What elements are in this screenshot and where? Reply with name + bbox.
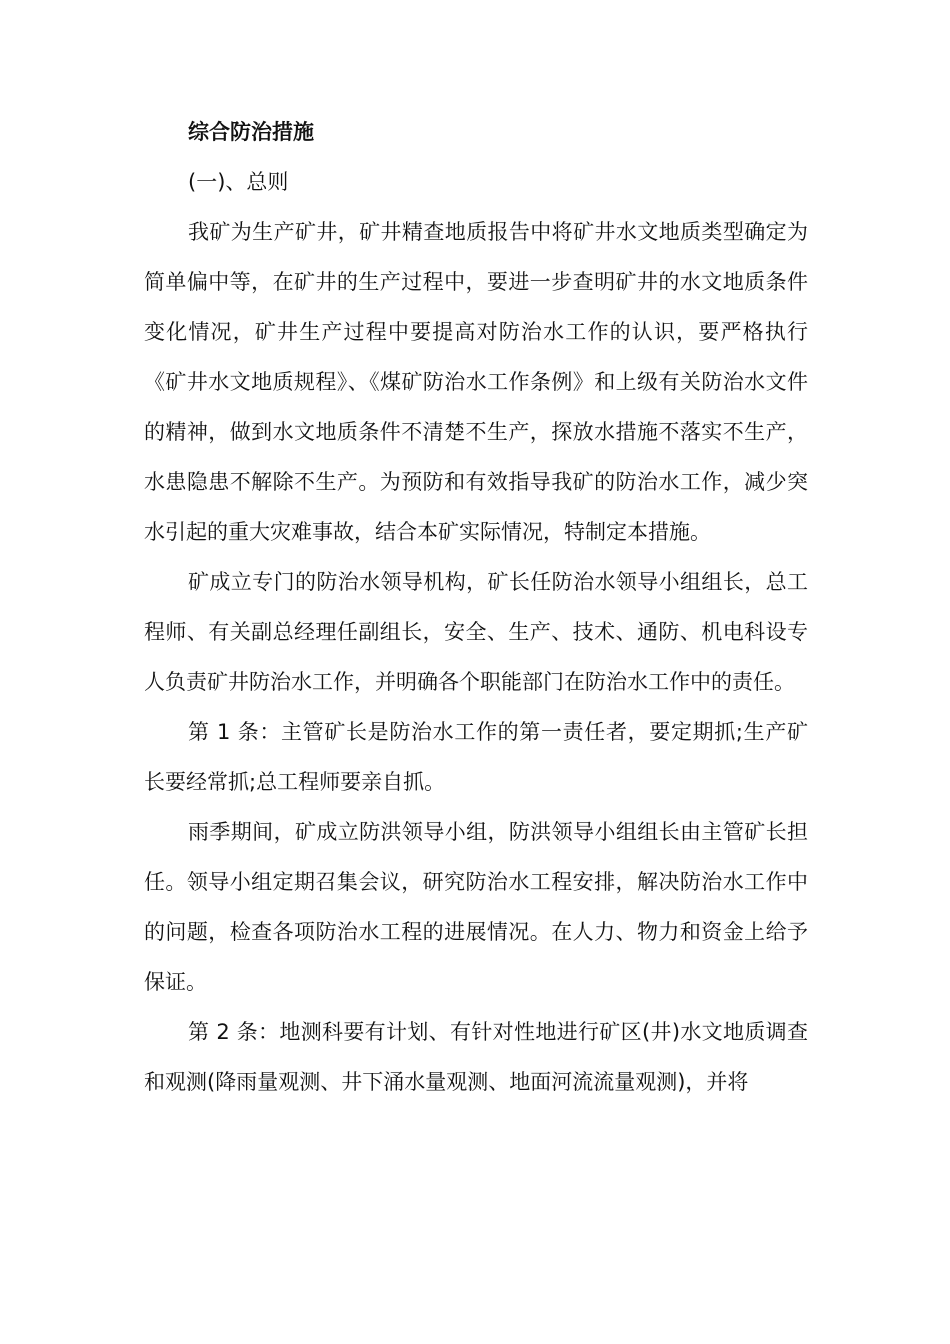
paragraph: 我矿为生产矿井，矿井精查地质报告中将矿井水文地质类型确定为简单偏中等，在矿井的生产过程中，要进一步查明矿井的水文地质条件变化情况，矿井生产过程中要提高对防治水工作的认识，要严格执行《矿井水文地质规程》、《煤矿防治水工作条例》和上级有关防治水文件的精神，做到水文地质条件不清楚不生产，探放水措施不落实不生产，水患隐患不解除不生产。为预防和有效指导我矿的防治水工作，减少突水引起的重大灾难事故，结合本矿实际情况，特制定本措施。 xyxy=(144,220,808,544)
paragraph: 雨季期间，矿成立防洪领导小组，防洪领导小组组长由主管矿长担任。领导小组定期召集会议，研究防治水工程安排，解决防治水工作中的问题，检查各项防治水工程的进展情况。在人力、物力和资金上给予保证。 xyxy=(144,820,808,994)
document-title: 综合防治措施 xyxy=(188,120,314,144)
paragraph: 第 1 条：主管矿长是防治水工作的第一责任者，要定期抓;生产矿长要经常抓;总工程师要亲自抓。 xyxy=(144,720,808,794)
section-heading: (一)、总则 xyxy=(188,170,289,194)
document-body xyxy=(144,107,808,1107)
paragraph: 矿成立专门的防治水领导机构，矿长任防治水领导小组组长，总工程师、有关副总经理任副组长，安全、生产、技术、通防、机电科设专人负责矿井防治水工作，并明确各个职能部门在防治水工作中的责任。 xyxy=(144,570,808,694)
paragraph: 第 2 条：地测科要有计划、有针对性地进行矿区(井)水文地质调查和观测(降雨量观测、井下涌水量观测、地面河流流量观测)，并将 xyxy=(144,1020,808,1094)
